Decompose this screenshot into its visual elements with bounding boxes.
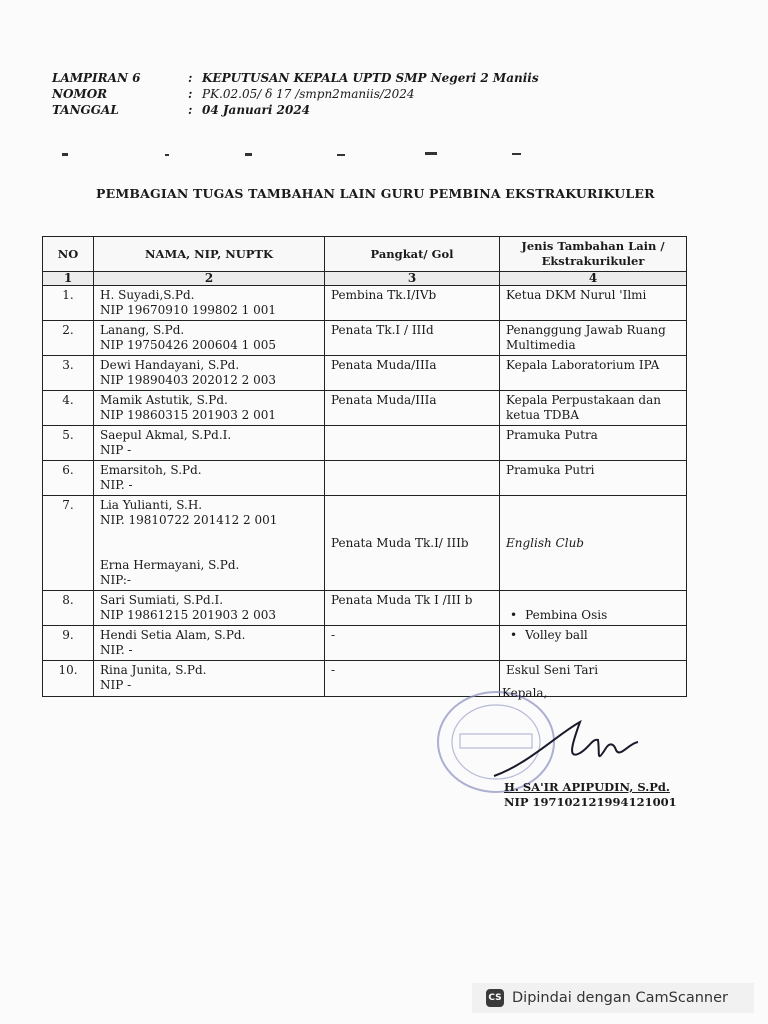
table-row: [43, 461, 687, 496]
teacher-name: Lanang, S.Pd.: [100, 323, 185, 337]
row-number: 6.: [43, 461, 94, 496]
table-row: [43, 356, 687, 391]
rank-label: Penata Muda Tk I /III b: [331, 593, 473, 607]
row-number: 2.: [43, 321, 94, 356]
teacher-nip: NIP. -: [100, 478, 133, 492]
teacher-nip: NIP. 19810722 201412 2 001: [100, 513, 278, 527]
rank-cell: [325, 591, 500, 626]
camscanner-logo-icon: CS: [486, 989, 504, 1007]
assignment-cell: [500, 356, 687, 391]
header-no: NO: [43, 237, 94, 272]
camscanner-watermark: [472, 983, 754, 1013]
name-cell: [94, 321, 325, 356]
header-nama: NAMA, NIP, NUPTK: [94, 237, 325, 272]
assignment-label: Pramuka Putri: [506, 463, 595, 477]
assignment-cell: [500, 391, 687, 426]
assignment-label: Eskul Seni Tari: [506, 663, 599, 677]
rank-label: Pembina Tk.I/IVb: [331, 288, 437, 302]
teacher-nip: NIP. -: [100, 643, 133, 657]
teacher-name: Saepul Akmal, S.Pd.I.: [100, 428, 232, 442]
teacher-nip: NIP 19670910 199802 1 001: [100, 303, 276, 317]
assignment-cell: [500, 591, 687, 626]
rank-label: Penata Muda/IIIa: [331, 393, 437, 407]
col-number: 2: [94, 272, 325, 286]
rank-label: Penata Muda/IIIa: [331, 358, 437, 372]
document-header: LAMPIRAN 6 : KEPUTUSAN KEPALA UPTD SMP Negeri 2 Maniis NOMOR : PK.02.05/ δ 17 /smpn2maniis/2024 TANGGAL : 04 Januari 2024: [52, 71, 539, 117]
rank-cell: [325, 461, 500, 496]
rank-cell: [325, 496, 500, 591]
assignment-label: Penanggung Jawab Ruang Multimedia: [506, 323, 666, 352]
signatory-name: H. SA'IR APIPUDIN, S.Pd.: [504, 780, 670, 794]
table-row: [43, 426, 687, 461]
table-row: [43, 391, 687, 426]
name-cell: [94, 391, 325, 426]
assignment-cell: [500, 461, 687, 496]
rank-cell: [325, 286, 500, 321]
name-cell: [94, 591, 325, 626]
row-number: 7.: [43, 496, 94, 591]
table-row: [43, 626, 687, 661]
rank-cell: [325, 356, 500, 391]
rank-cell: [325, 626, 500, 661]
rank-label: -: [331, 663, 336, 677]
row-number: 10.: [43, 661, 94, 697]
table-row: [43, 591, 687, 626]
col-number: 4: [500, 272, 687, 286]
assignment-cell: [500, 286, 687, 321]
name-cell: [94, 461, 325, 496]
rank-cell: [325, 391, 500, 426]
table-row: [43, 496, 687, 591]
header-key: NOMOR: [52, 87, 108, 101]
name-cell: [94, 661, 325, 697]
header-jenis: Jenis Tambahan Lain / Ekstrakurikuler: [500, 237, 687, 272]
assignment-cell: [500, 496, 687, 591]
teacher-name: Rina Junita, S.Pd.: [100, 663, 207, 677]
teacher-nip: NIP 19750426 200604 1 005: [100, 338, 276, 352]
handwritten-signature: [488, 714, 648, 784]
assignment-cell: [500, 626, 687, 661]
teacher-name: H. Suyadi,S.Pd.: [100, 288, 195, 302]
signatory-nip: NIP 197102121994121001: [504, 795, 677, 809]
assignment-label: Pramuka Putra: [506, 428, 598, 442]
teacher-nip: NIP 19860315 201903 2 001: [100, 408, 276, 422]
teacher-name: Sari Sumiati, S.Pd.I.: [100, 593, 224, 607]
signature-block: [432, 686, 732, 816]
assignment-label: English Club: [506, 535, 584, 550]
assignment-label: Volley ball: [525, 628, 588, 642]
bullet-icon: •: [510, 608, 518, 622]
rank-label: Penata Tk.I / IIId: [331, 323, 434, 337]
header-value: PK.02.05/ δ 17 /smpn2maniis/2024: [202, 87, 415, 101]
teacher-name: Mamik Astutik, S.Pd.: [100, 393, 228, 407]
header-pangkat: Pangkat/ Gol: [325, 237, 500, 272]
camscanner-text: Dipindai dengan CamScanner: [512, 990, 729, 1006]
rank-cell: [325, 426, 500, 461]
name-cell: [94, 426, 325, 461]
col-number: 1: [43, 272, 94, 286]
rank-label: Penata Muda Tk.I/ IIIb: [331, 535, 469, 550]
teacher-name: Erna Hermayani, S.Pd.: [100, 558, 240, 572]
teacher-name: Lia Yulianti, S.H.: [100, 498, 203, 512]
name-cell: [94, 286, 325, 321]
teacher-nip: NIP 19861215 201903 2 003: [100, 608, 276, 622]
teacher-nip: NIP -: [100, 443, 132, 457]
table-row: [43, 286, 687, 321]
header-value: KEPUTUSAN KEPALA UPTD SMP Negeri 2 Maniis: [202, 71, 539, 85]
rank-label: -: [331, 628, 336, 642]
teacher-nip: NIP:-: [100, 573, 131, 587]
row-number: 3.: [43, 356, 94, 391]
rank-cell: [325, 321, 500, 356]
row-number: 1.: [43, 286, 94, 321]
assignment-label: Kepala Perpustakaan dan ketua TDBA: [506, 393, 661, 422]
name-cell: [94, 356, 325, 391]
name-cell: [94, 626, 325, 661]
teacher-name: Hendi Setia Alam, S.Pd.: [100, 628, 246, 642]
assignment-cell: [500, 426, 687, 461]
assignment-label: Ketua DKM Nurul 'Ilmi: [506, 288, 647, 302]
table-row: [43, 321, 687, 356]
assignment-label: Pembina Osis: [525, 608, 608, 622]
signature-title: Kepala,: [502, 686, 548, 700]
teacher-name: Dewi Handayani, S.Pd.: [100, 358, 240, 372]
header-key: TANGGAL: [52, 103, 119, 117]
row-number: 9.: [43, 626, 94, 661]
teacher-nip: NIP 19890403 202012 2 003: [100, 373, 276, 387]
assignment-label: Kepala Laboratorium IPA: [506, 358, 660, 372]
row-number: 8.: [43, 591, 94, 626]
header-value: 04 Januari 2024: [202, 103, 311, 117]
row-number: 5.: [43, 426, 94, 461]
name-cell: [94, 496, 325, 591]
assignment-table: [42, 236, 687, 697]
row-number: 4.: [43, 391, 94, 426]
bullet-icon: •: [510, 628, 518, 642]
assignment-cell: [500, 321, 687, 356]
col-number: 3: [325, 272, 500, 286]
header-key: LAMPIRAN 6: [52, 71, 141, 85]
document-title: PEMBAGIAN TUGAS TAMBAHAN LAIN GURU PEMBINA EKSTRAKURIKULER: [96, 186, 655, 201]
teacher-nip: NIP -: [100, 678, 132, 692]
teacher-name: Emarsitoh, S.Pd.: [100, 463, 202, 477]
